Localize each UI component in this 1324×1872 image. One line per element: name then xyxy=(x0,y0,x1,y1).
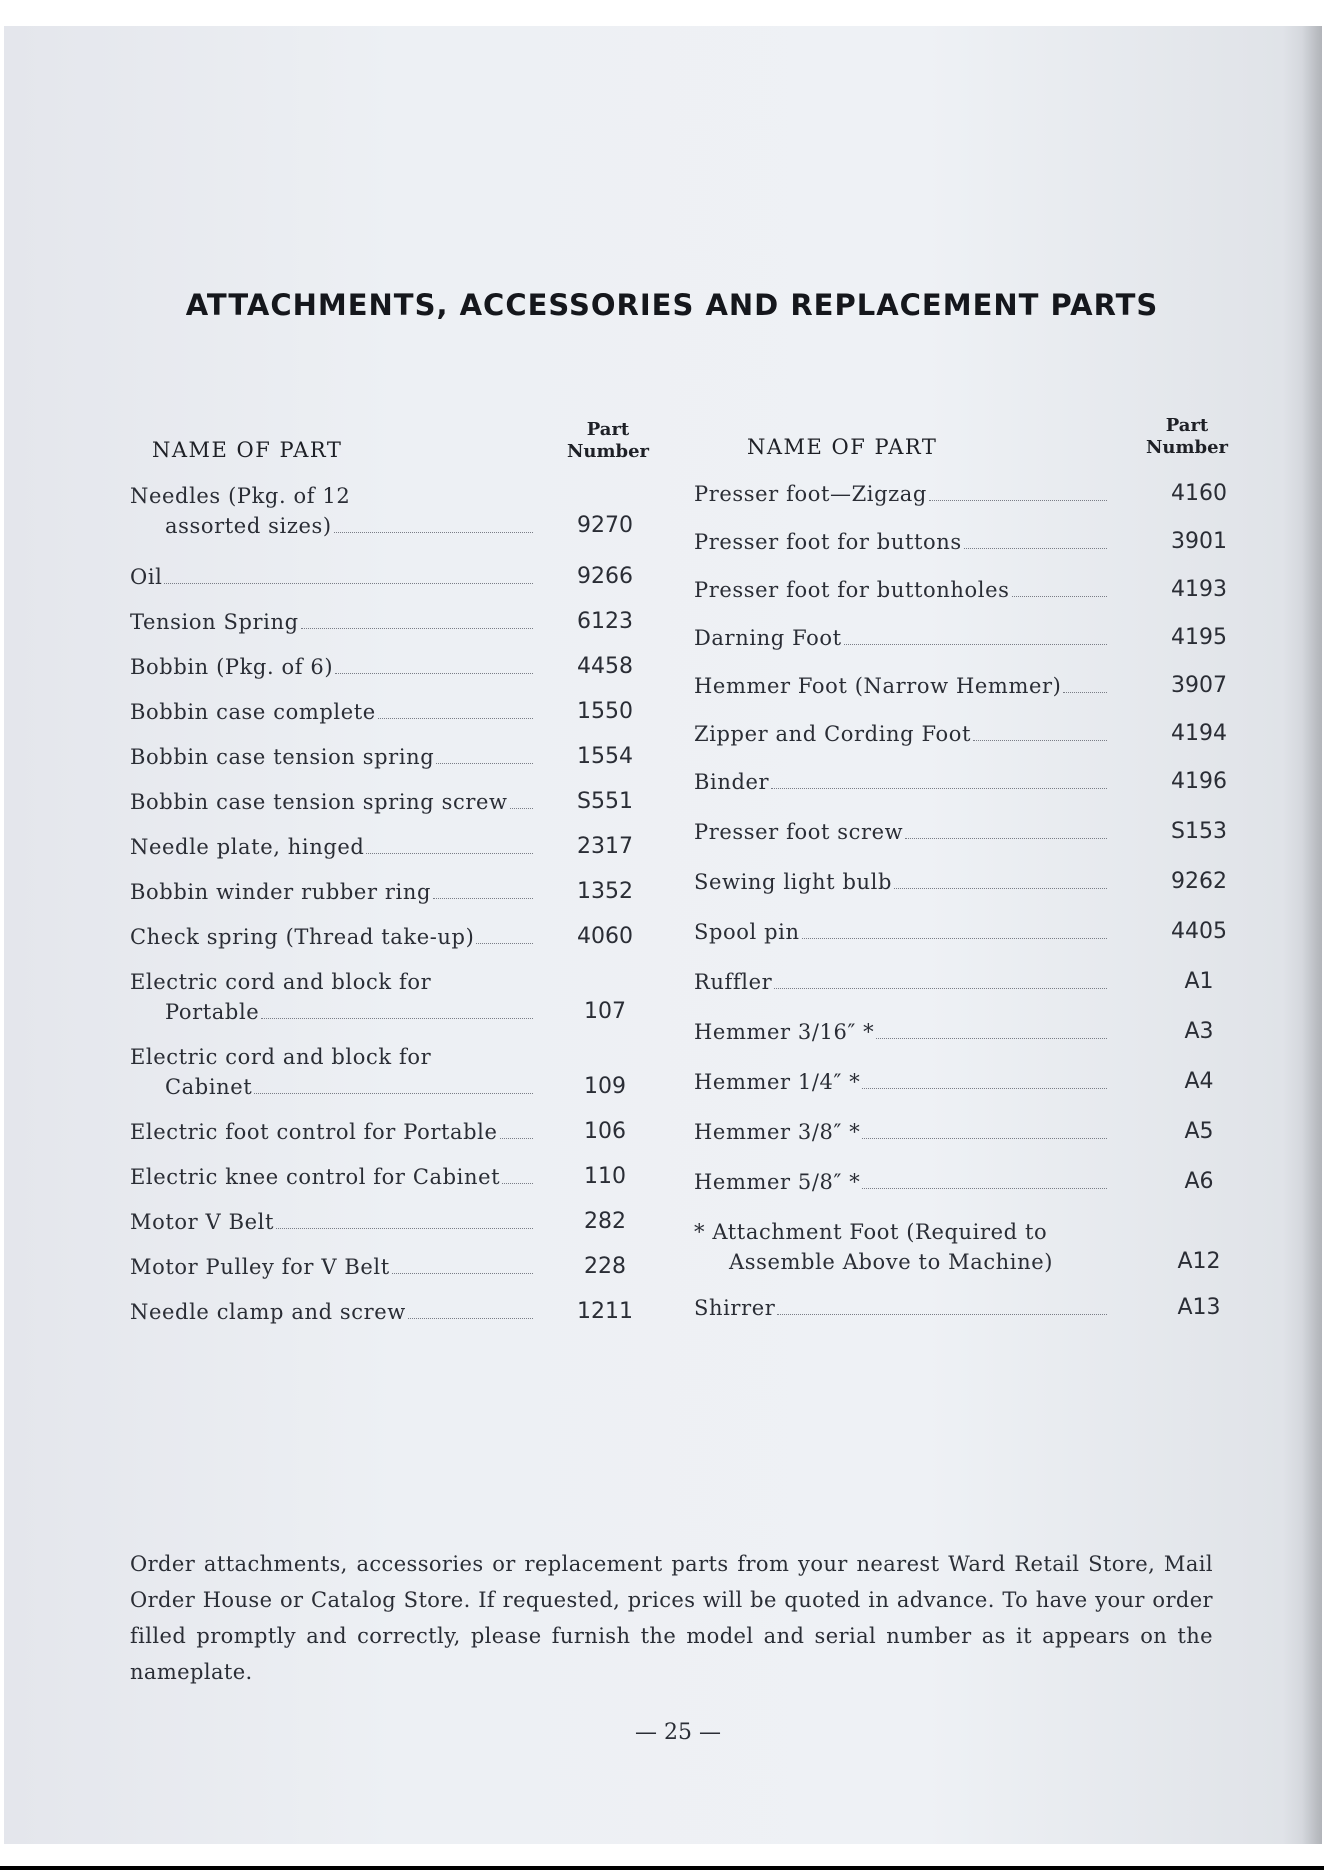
part-row xyxy=(694,719,1249,749)
dot-leader xyxy=(774,988,1107,989)
dot-leader xyxy=(964,548,1107,549)
part-number: 9270 xyxy=(577,513,633,538)
part-number: 6123 xyxy=(577,609,633,634)
part-name: Needle plate, hinged xyxy=(130,832,535,862)
part-row xyxy=(130,967,660,1027)
part-row xyxy=(130,1117,660,1147)
dot-leader xyxy=(301,628,533,629)
dot-leader xyxy=(335,673,533,674)
ordering-instructions: Order attachments, accessories or replacement parts from your nearest Ward Retail Store, Mail Order House or Catalog Store. If requested, prices will be quoted in advance. To have your order filled promptly and correctly, please furnish the model and serial number as it appears on the nameplate. xyxy=(130,1552,1213,1684)
dot-leader xyxy=(771,788,1107,789)
dot-leader xyxy=(254,1093,533,1094)
part-row xyxy=(130,832,660,862)
part-name: Hemmer 3/16″ * xyxy=(694,1017,1109,1047)
part-number: 4193 xyxy=(1171,577,1227,602)
column-header-number: Part Number xyxy=(1145,415,1229,458)
dot-leader xyxy=(392,1273,533,1274)
part-number: A13 xyxy=(1177,1295,1221,1320)
part-row xyxy=(694,817,1249,847)
part-row xyxy=(694,527,1249,557)
part-name: Tension Spring xyxy=(130,607,535,637)
part-row xyxy=(130,787,660,817)
part-name: Needles (Pkg. of 12 assorted sizes) xyxy=(130,481,535,541)
part-row xyxy=(694,1067,1249,1097)
part-number: 228 xyxy=(584,1254,626,1279)
part-name: Spool pin xyxy=(694,917,1109,947)
dot-leader xyxy=(862,1138,1107,1139)
dot-leader xyxy=(1012,596,1108,597)
part-row xyxy=(694,575,1249,605)
part-row xyxy=(694,867,1249,897)
part-number: 4160 xyxy=(1171,481,1227,506)
part-number: 4060 xyxy=(577,924,633,949)
part-name: Presser foot for buttonholes xyxy=(694,575,1109,605)
part-name: Sewing light bulb xyxy=(694,867,1109,897)
dot-leader xyxy=(476,943,533,944)
part-name: Bobbin case tension spring screw xyxy=(130,787,535,817)
part-number: A5 xyxy=(1184,1119,1214,1144)
dot-leader xyxy=(777,1314,1107,1315)
part-row xyxy=(694,917,1249,947)
part-number: 1352 xyxy=(577,879,633,904)
part-number: 282 xyxy=(584,1209,626,1234)
part-name: Bobbin (Pkg. of 6) xyxy=(130,652,535,682)
part-row xyxy=(694,967,1249,997)
part-name: Ruffler xyxy=(694,967,1109,997)
part-number: S153 xyxy=(1171,819,1227,844)
part-row xyxy=(694,1217,1249,1277)
part-number: 107 xyxy=(584,999,626,1024)
part-row xyxy=(130,562,660,592)
part-name: Check spring (Thread take-up) xyxy=(130,922,535,952)
dot-leader xyxy=(164,583,533,584)
dot-leader xyxy=(844,644,1107,645)
part-name: Hemmer Foot (Narrow Hemmer) xyxy=(694,671,1109,701)
dot-leader xyxy=(334,532,533,533)
part-number: A12 xyxy=(1177,1249,1221,1274)
part-row xyxy=(130,1207,660,1237)
dot-leader xyxy=(876,1038,1107,1039)
part-name: Electric cord and block for Cabinet xyxy=(130,1042,535,1102)
dot-leader xyxy=(973,740,1107,741)
part-name: Hemmer 3/8″ * xyxy=(694,1117,1109,1147)
dot-leader xyxy=(1063,692,1107,693)
part-row xyxy=(130,481,660,541)
part-name: * Attachment Foot (Required to Assemble Above to Machine) xyxy=(694,1220,1054,1274)
part-row xyxy=(130,607,660,637)
dot-leader xyxy=(366,853,533,854)
dot-leader xyxy=(862,1088,1107,1089)
dot-leader xyxy=(802,938,1107,939)
part-name: Bobbin case tension spring xyxy=(130,742,535,772)
manual-page xyxy=(4,26,1322,1844)
dot-leader xyxy=(261,1018,533,1019)
part-name: Binder xyxy=(694,767,1109,797)
part-row xyxy=(130,742,660,772)
part-name: Motor V Belt xyxy=(130,1207,535,1237)
part-name: Darning Foot xyxy=(694,623,1109,653)
part-row xyxy=(130,877,660,907)
part-name: Bobbin case complete xyxy=(130,697,535,727)
part-name: Presser foot screw xyxy=(694,817,1109,847)
part-row xyxy=(694,1293,1249,1323)
part-row xyxy=(130,1042,660,1102)
part-row xyxy=(130,652,660,682)
part-name: Shirrer xyxy=(694,1293,1109,1323)
dot-leader xyxy=(894,888,1107,889)
part-number: A3 xyxy=(1184,1019,1214,1044)
part-number: 1211 xyxy=(577,1299,633,1324)
part-number: 1554 xyxy=(577,744,633,769)
part-number: A4 xyxy=(1184,1069,1214,1094)
part-number: 110 xyxy=(584,1164,626,1189)
dot-leader xyxy=(436,763,533,764)
part-number: 4194 xyxy=(1171,721,1227,746)
part-number: 1550 xyxy=(577,699,633,724)
part-row xyxy=(694,1167,1249,1197)
part-name: Electric foot control for Portable xyxy=(130,1117,535,1147)
column-header-number: Part Number xyxy=(566,419,650,462)
part-number: 4405 xyxy=(1171,919,1227,944)
part-name: Hemmer 5/8″ * xyxy=(694,1167,1109,1197)
part-number: A1 xyxy=(1184,969,1214,994)
part-number: 109 xyxy=(584,1074,626,1099)
dot-leader xyxy=(502,1183,533,1184)
part-number: 106 xyxy=(584,1119,626,1144)
part-row xyxy=(130,1162,660,1192)
part-name: Bobbin winder rubber ring xyxy=(130,877,535,907)
part-number: A6 xyxy=(1184,1169,1214,1194)
part-row xyxy=(130,697,660,727)
part-name: Presser foot for buttons xyxy=(694,527,1109,557)
part-row xyxy=(130,1297,660,1327)
part-row xyxy=(694,767,1249,797)
part-number: 4195 xyxy=(1171,625,1227,650)
part-row xyxy=(694,1117,1249,1147)
dot-leader xyxy=(433,898,533,899)
part-number: 3907 xyxy=(1171,673,1227,698)
page-title: ATTACHMENTS, ACCESSORIES AND REPLACEMENT PARTS xyxy=(185,288,1159,322)
dot-leader xyxy=(500,1138,533,1139)
part-number: 2317 xyxy=(577,834,633,859)
part-number: 9266 xyxy=(577,564,633,589)
part-row xyxy=(130,1252,660,1282)
part-number: S551 xyxy=(577,789,633,814)
column-header-name: NAME OF PART xyxy=(747,435,938,459)
part-name: Zipper and Cording Foot xyxy=(694,719,1109,749)
part-number: 4458 xyxy=(577,654,633,679)
part-row xyxy=(694,479,1249,509)
dot-leader xyxy=(929,500,1107,501)
part-row xyxy=(694,1017,1249,1047)
dot-leader xyxy=(276,1228,533,1229)
column-header-name: NAME OF PART xyxy=(152,438,343,462)
dot-leader xyxy=(408,1318,533,1319)
part-name: Motor Pulley for V Belt xyxy=(130,1252,535,1282)
part-number: 4196 xyxy=(1171,769,1227,794)
part-name: Electric cord and block for Portable xyxy=(130,967,535,1027)
part-name: Needle clamp and screw xyxy=(130,1297,535,1327)
part-row xyxy=(694,623,1249,653)
part-name: Hemmer 1/4″ * xyxy=(694,1067,1109,1097)
part-name: Electric knee control for Cabinet xyxy=(130,1162,535,1192)
part-number: 9262 xyxy=(1171,869,1227,894)
dot-leader xyxy=(378,718,533,719)
part-number: 3901 xyxy=(1171,529,1227,554)
dot-leader xyxy=(905,838,1107,839)
dot-leader xyxy=(510,808,533,809)
scan-edge xyxy=(0,1866,1324,1870)
page-number: — 25 — xyxy=(635,1720,721,1745)
part-name: Presser foot—Zigzag xyxy=(694,479,1109,509)
part-row xyxy=(694,671,1249,701)
part-name: Oil xyxy=(130,562,535,592)
part-row xyxy=(130,922,660,952)
dot-leader xyxy=(862,1188,1107,1189)
